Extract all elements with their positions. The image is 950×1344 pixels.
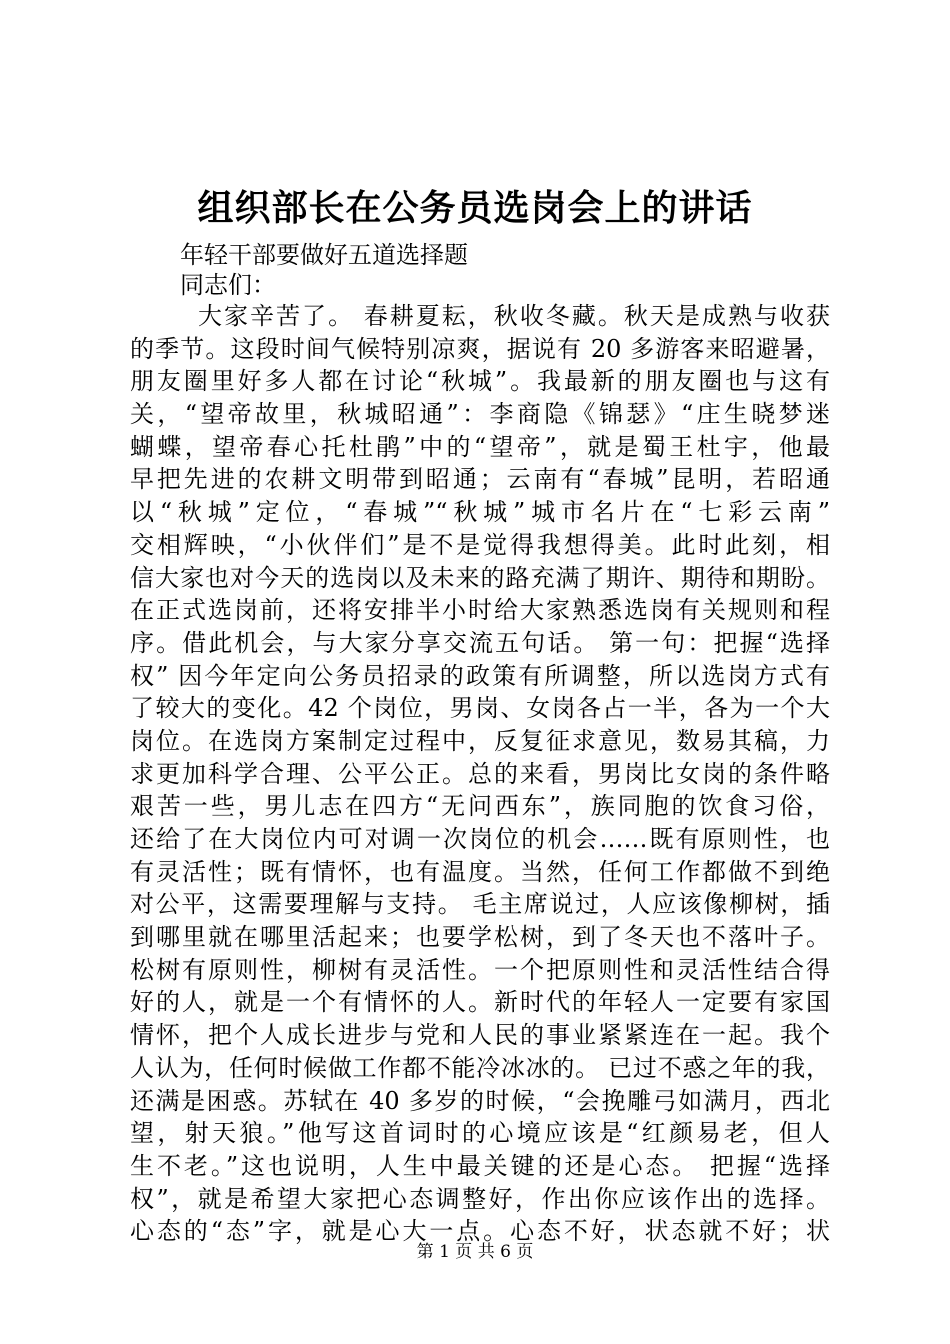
body-line: 对公平，这需要理解与支持。 毛主席说过，人应该像柳树，插 [130, 890, 830, 919]
page-number-footer: 第 1 页 共 6 页 [416, 1242, 534, 1262]
body-line: 望，射天狼。”他写这首词时的心境应该是“红颜易老，但人 [130, 1119, 830, 1148]
body-line: 岗位。在选岗方案制定过程中，反复征求意见，数易其稿，力 [130, 726, 830, 755]
document-title: 组织部长在公务员选岗会上的讲话 [197, 187, 753, 229]
body-line: 生不老。”这也说明，人生中最关键的还是心态。 把握“选择 [130, 1151, 830, 1180]
body-line: 到哪里就在哪里活起来；也要学松树，到了冬天也不落叶子。 [130, 923, 830, 952]
body-line: 心态的“态”字，就是心大一点。心态不好，状态就不好；状 [130, 1217, 830, 1246]
body-paragraph [130, 300, 830, 1248]
body-line: 情怀，把个人成长进步与党和人民的事业紧紧连在一起。我个 [130, 1021, 830, 1050]
body-line: 权” 因今年定向公务员招录的政策有所调整，所以选岗方式有 [130, 661, 830, 690]
body-line: 权”，就是希望大家把心态调整好，作出你应该作出的选择。 [130, 1184, 830, 1213]
body-line: 信大家也对今天的选岗以及未来的路充满了期许、期待和期盼。 [130, 563, 830, 592]
body-line: 大家辛苦了。 春耕夏耘，秋收冬藏。秋天是成熟与收获 [198, 302, 830, 330]
body-line: 的季节。这段时间气候特别凉爽，据说有 20 多游客来昭避暑， [130, 334, 830, 363]
body-line: 人认为，任何时候做工作都不能冷冰冰的。 已过不惑之年的我， [130, 1053, 830, 1082]
body-line: 蝴蝶，望帝春心托杜鹃”中的“望帝”，就是蜀王杜宇，他最 [130, 432, 830, 461]
body-line: 在正式选岗前，还将安排半小时给大家熟悉选岗有关规则和程 [130, 596, 830, 625]
body-line: 朋友圈里好多人都在讨论“秋城”。我最新的朋友圈也与这有 [130, 367, 830, 396]
body-line: 了较大的变化。42 个岗位，男岗、女岗各占一半，各为一个大 [130, 694, 830, 723]
body-line: 交相辉映，“小伙伴们”是不是觉得我想得美。此时此刻，相 [130, 530, 830, 559]
body-line: 松树有原则性，柳树有灵活性。一个把原则性和灵活性结合得 [130, 955, 830, 984]
body-line: 以“秋城”定位，“春城”“秋城”城市名片在“七彩云南” [130, 498, 830, 527]
body-line: 还给了在大岗位内可对调一次岗位的机会……既有原则性，也 [130, 825, 830, 853]
body-line: 有灵活性；既有情怀，也有温度。当然，任何工作都做不到绝 [130, 857, 830, 886]
body-line: 关，“望帝故里，秋城昭通”：李商隐《锦瑟》“庄生晓梦迷 [130, 400, 830, 429]
document-subtitle: 年轻干部要做好五道选择题 [180, 241, 468, 269]
body-line: 序。借此机会，与大家分享交流五句话。 第一句：把握“选择 [130, 628, 830, 657]
body-line: 好的人，就是一个有情怀的人。新时代的年轻人一定要有家国 [130, 988, 830, 1017]
body-line: 早把先进的农耕文明带到昭通；云南有“春城”昆明，若昭通 [130, 465, 830, 494]
body-line: 求更加科学合理、公平公正。总的来看，男岗比女岗的条件略 [130, 759, 830, 788]
body-line: 还满是困惑。苏轼在 40 多岁的时候，“会挽雕弓如满月，西北 [130, 1086, 830, 1115]
body-line: 艰苦一些，男儿志在四方“无问西东”，族同胞的饮食习俗， [130, 792, 830, 821]
salutation: 同志们： [180, 271, 276, 299]
